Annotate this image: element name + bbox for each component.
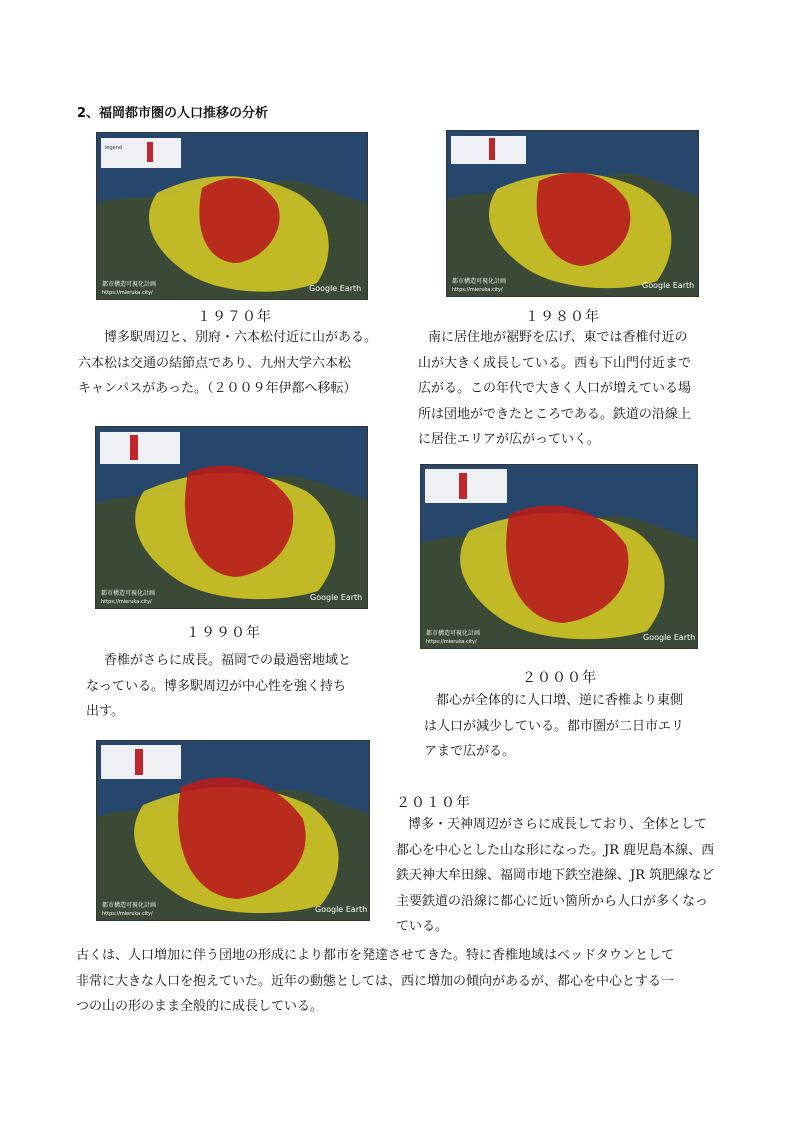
text-line: 古くは、人口増加に伴う団地の形成により都市を発達させてきた。特に香椎地域はベッドタウンとして [76, 948, 675, 963]
map-credit: 都市構造可視化計画 [452, 278, 507, 285]
map-url: https://mieruka.city/ [452, 287, 503, 293]
year-caption-2010: ２０１０年 [396, 795, 471, 811]
conclusion-paragraph [76, 943, 736, 1020]
text-line: 博多駅周辺と、別府・六本松付近に山がある。 [104, 330, 378, 345]
panel-text-2000 [400, 688, 720, 765]
google-earth-logo: Google Earth [642, 281, 695, 290]
text-line: 出す。 [86, 704, 124, 719]
year-caption-1990: １９９０年 [186, 625, 261, 641]
map-credit: 都市構造可視化計画 [101, 590, 156, 597]
text-line: ている。 [396, 919, 449, 934]
section-title: 2、福岡都市圏の人口推移の分析 [77, 106, 269, 121]
text-line: 南に居住地が裾野を広げ、東では香椎付近の [428, 330, 688, 345]
text-line: つの山の形のまま全般的に成長している。 [76, 999, 324, 1014]
text-line: 六本松は交通の結節点であり、九州大学六本松 [78, 355, 352, 371]
text-line: は人口が減少している。都市圏が二日市エリ [424, 718, 685, 734]
panel-text-1980 [400, 325, 730, 453]
text-line: 香椎がさらに成長。福岡での最過密地域と [104, 653, 352, 668]
year-caption-1970: １９７０年 [197, 309, 272, 325]
map-image-1990 [95, 426, 368, 609]
text-line: 山が大きく成長している。西も下山門付近まで [418, 355, 692, 371]
text-line: アまで広がる。 [424, 744, 516, 759]
svg-text:legend: legend [105, 145, 123, 151]
map-credit: 都市構造可視化計画 [102, 902, 157, 909]
panel-text-1970 [78, 325, 398, 402]
text-line: 都心が全体的に人口増、逆に香椎より東側 [436, 693, 684, 708]
map-url: https://mieruka.city/ [102, 290, 153, 296]
text-line: 広がる。この年代で大きく人口が増えている場 [418, 381, 692, 396]
map-url: https://mieruka.city/ [101, 599, 152, 605]
google-earth-logo: Google Earth [309, 284, 362, 293]
text-line: なっている。博多駅周辺が中心性を強く持ち [86, 678, 347, 694]
text-line: 博多・天神周辺がさらに成長しており、全体として [408, 817, 708, 832]
map-url: https://mieruka.city/ [102, 911, 153, 917]
text-line: 都心を中心とした山な形になった。JR 鹿児島本線、西 [396, 842, 715, 858]
text-line: 非常に大きな人口を抱えていた。近年の動態としては、西に増加の傾向があるが、都心を中心とする一 [76, 973, 675, 989]
map-credit: 都市構造可視化計画 [102, 281, 157, 288]
google-earth-logo: Google Earth [315, 905, 368, 914]
text-line: に居住エリアが広がっていく。 [418, 432, 600, 447]
text-line: キャンパスがあった。（２００９年伊都へ移転） [78, 381, 357, 396]
map-url: https://mieruka.city/ [426, 639, 477, 645]
text-line: 所は団地ができたところである。鉄道の沿線上 [418, 406, 691, 422]
map-image-1980 [446, 130, 699, 297]
map-image-2010 [96, 740, 370, 921]
map-image-1970 [96, 132, 368, 300]
year-caption-1980: １９８０年 [525, 309, 600, 325]
text-line: 鉄天神大牟田線、福岡市地下鉄空港線、JR 筑肥線など [396, 868, 715, 883]
google-earth-logo: Google Earth [310, 593, 363, 602]
year-caption-2000: ２０００年 [522, 670, 597, 686]
google-earth-logo: Google Earth [643, 633, 696, 642]
panel-text-1990 [86, 648, 386, 725]
text-line: 主要鉄道の沿線に都心に近い箇所から人口が多くなっ [396, 893, 709, 909]
map-credit: 都市構造可視化計画 [426, 630, 481, 637]
map-image-2000 [420, 464, 698, 649]
panel-text-2010 [396, 812, 736, 940]
